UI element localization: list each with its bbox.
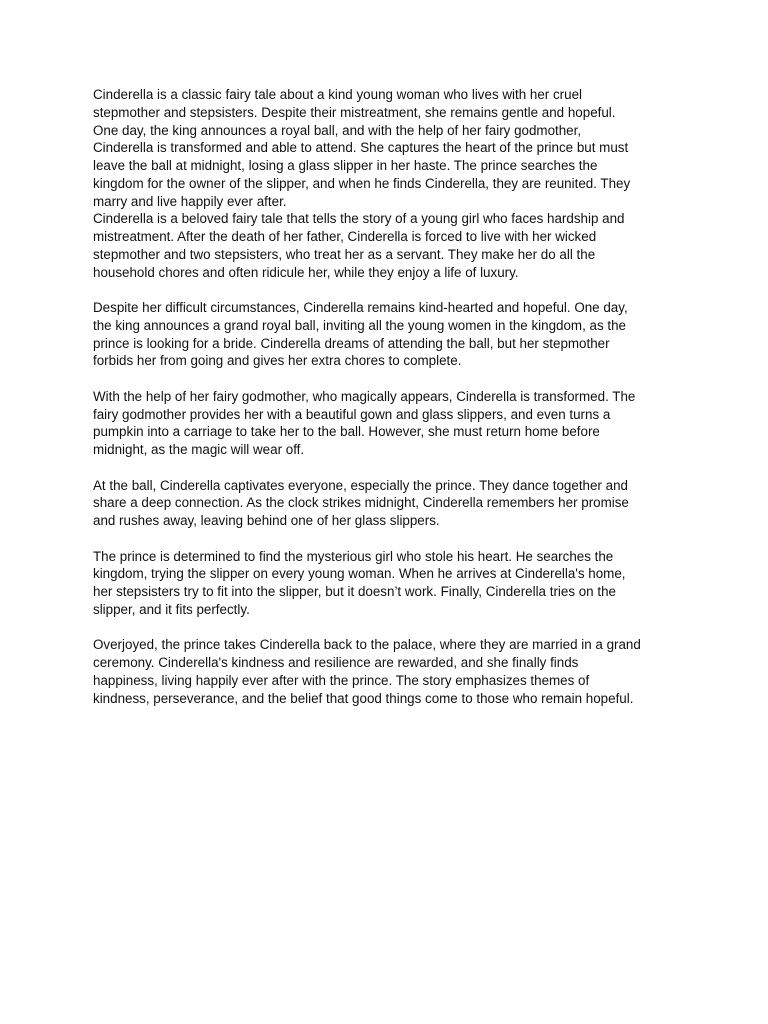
paragraph-slipper-search (93, 548, 693, 619)
text-line: share a deep connection. As the clock strikes midnight, Cinderella remembers her promise (93, 495, 629, 511)
document-body (93, 86, 693, 707)
text-line: prince is looking for a bride. Cinderella dreams of attending the ball, but her stepmother (93, 335, 610, 351)
text-line: kingdom for the owner of the slipper, and when he finds Cinderella, they are reunited. They (93, 175, 631, 191)
text-line: ceremony. Cinderella's kindness and resilience are rewarded, and she finally finds (93, 655, 579, 670)
text-line: pumpkin into a carriage to take her to the ball. However, she must return home before (93, 424, 600, 440)
text-line: kingdom, trying the slipper on every young woman. When he arrives at Cinderella's home, (93, 566, 626, 582)
paragraph-conclusion (93, 636, 693, 707)
paragraph-summary (93, 86, 693, 210)
text-line: midnight, as the magic will wear off. (93, 442, 305, 457)
text-line: Despite her difficult circumstances, Cinderella remains kind-hearted and hopeful. One day, (93, 300, 628, 315)
text-line: slipper, and it fits perfectly. (93, 601, 250, 617)
text-line: mistreatment. After the death of her father, Cinderella is forced to live with her wicked (93, 229, 597, 244)
text-line: household chores and often ridicule her, while they enjoy a life of luxury. (93, 264, 519, 280)
text-line: happiness, living happily ever after with the prince. The story emphasizes themes of (93, 672, 590, 688)
text-line: The prince is determined to find the mysterious girl who stole his heart. He searches the (93, 548, 614, 564)
text-line: the king announces a grand royal ball, inviting all the young women in the kingdom, as the (93, 317, 626, 333)
text-line: marry and live happily ever after. (93, 193, 287, 209)
text-line: stepmother and two stepsisters, who treat her as a servant. They make her do all the (93, 246, 596, 262)
text-line: leave the ball at midnight, losing a glass slipper in her haste. The prince searches the (93, 158, 598, 173)
text-line: forbids her from going and gives her extra chores to complete. (93, 353, 462, 369)
text-line: stepmother and stepsisters. Despite their mistreatment, she remains gentle and hopeful. (93, 104, 616, 120)
text-line: Cinderella is a beloved fairy tale that tells the story of a young girl who faces hardship and (93, 211, 625, 227)
text-line: and rushes away, leaving behind one of her glass slippers. (93, 513, 440, 528)
text-line: With the help of her fairy godmother, who magically appears, Cinderella is transformed. The (93, 388, 636, 404)
paragraph-royal-ball (93, 299, 693, 370)
text-line: her stepsisters try to fit into the slipper, but it doesn’t work. Finally, Cinderella tries on the (93, 584, 616, 599)
text-line: Cinderella is a classic fairy tale about a kind young woman who lives with her cruel (93, 87, 582, 102)
text-line: At the ball, Cinderella captivates everyone, especially the prince. They dance together and (93, 477, 628, 493)
text-line: Cinderella is transformed and able to attend. She captures the heart of the prince but must (93, 140, 629, 156)
paragraph-fairy-godmother (93, 388, 693, 459)
text-line: One day, the king announces a royal ball, and with the help of her fairy godmother, (93, 122, 582, 138)
paragraph-at-the-ball (93, 477, 693, 530)
text-line: Overjoyed, the prince takes Cinderella back to the palace, where they are married in a grand (93, 637, 641, 653)
text-line: fairy godmother provides her with a beautiful gown and glass slippers, and even turns a (93, 406, 611, 422)
paragraph-introduction (93, 210, 693, 281)
text-line: kindness, perseverance, and the belief that good things come to those who remain hopeful. (93, 690, 634, 706)
